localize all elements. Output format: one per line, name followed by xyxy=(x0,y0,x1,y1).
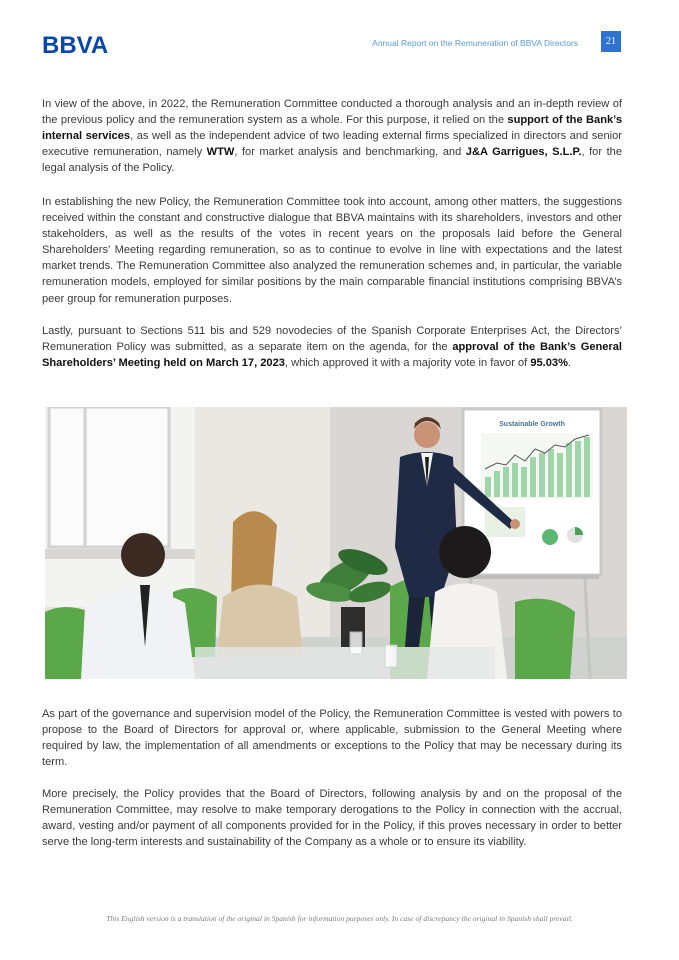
footer-disclaimer: This English version is a translation of the original in Spanish for information purposes only. In case of discrepancy the original in Spanish shall prevail. xyxy=(106,914,573,923)
paragraph-new-policy: In establishing the new Policy, the Remuneration Committee took into account, among other matters, the suggestions received within the constant and constructive dialogue that BBVA maintains with its shareholders, investors and other stakeholders, as well as the results of the votes in recent years on the proposals laid before the General Shareholders’ Meeting regarding remuneration, so as to continue to evolve in line with expectations and the latest market trends. The Remuneration Committee also analyzed the remuneration schemes and, in particular, the variable remuneration models, employed for similar positions by the main comparable financial institutions comprising BBVA’s peer group for remuneration purposes. xyxy=(42,196,622,305)
report-title: Annual Report on the Remuneration of BBVA Directors xyxy=(372,38,578,48)
bbva-logo: BBVA xyxy=(42,32,109,59)
paragraph-analysis xyxy=(42,96,622,176)
meeting-photo xyxy=(45,407,627,679)
text-run: . xyxy=(567,357,572,370)
paragraph-approval xyxy=(42,323,622,371)
text-run: , as well as the independent advice of two leading external firms specialized in directors and senior executive remuneration, namely xyxy=(42,130,622,159)
bold-garrigues: J&A Garrigues, S.L.P. xyxy=(465,146,582,159)
text-run: In view of the above, in 2022, the Remuneration Committee conducted a thorough analysis and an in-depth review of the previous policy and the remuneration system as a whole. For this purpose, it relied on the xyxy=(42,98,622,127)
text-run: , for market analysis and benchmarking, and xyxy=(234,146,466,159)
bold-wtw: WTW xyxy=(206,146,235,159)
bold-internal-services: support of the Bank’s internal services xyxy=(42,114,622,143)
paragraph-governance: As part of the governance and supervision model of the Policy, the Remuneration Committee is vested with powers to propose to the Board of Directors for approval or, where applicable, submission to the General Meeting where required by law, the implementation of all amendments or exceptions to the Policy that may be necessary during its term. xyxy=(42,708,622,769)
paragraph-derogations: More precisely, the Policy provides that the Board of Directors, following analysis by and on the proposal of the Remuneration Committee, may resolve to make temporary derogations to the Policy in connection with the accrual, award, vesting and/or payment of all components provided for in the Policy, if this proves necessary in order to better serve the long-term interests and sustainability of the Company as a whole or to ensure its viability. xyxy=(42,788,622,849)
bold-meeting-approval: approval of the Bank’s General Shareholders’ Meeting held on March 17, 2023 xyxy=(42,341,623,370)
text-run: Lastly, pursuant to Sections 511 bis and 529 novodecies of the Spanish Corporate Enterprises Act, the Directors’ Remuneration Policy was submitted, as a separate item on the agenda, for the xyxy=(42,325,622,354)
whiteboard-title: Sustainable Growth xyxy=(499,421,565,428)
text-run: , for the legal analysis of the Policy. xyxy=(42,146,622,175)
text-run: , which approved it with a majority vote in favor of xyxy=(284,357,531,370)
bold-vote-percent: 95.03% xyxy=(530,357,568,370)
page-number-badge: 21 xyxy=(601,31,621,52)
